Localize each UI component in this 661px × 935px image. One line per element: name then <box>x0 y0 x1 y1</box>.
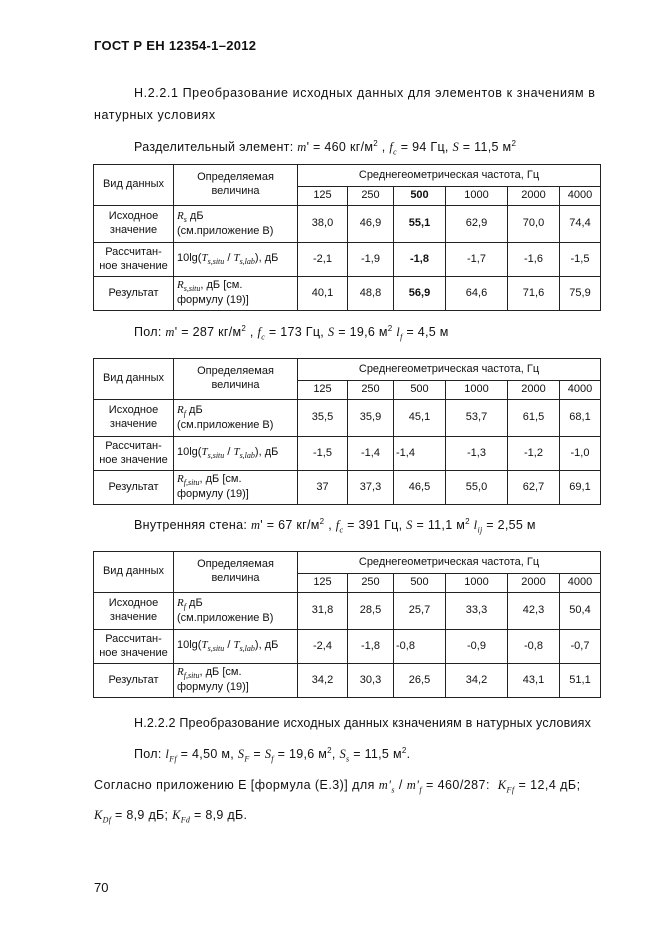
cell-value: 71,6 <box>508 277 560 311</box>
cell-value: 34,2 <box>446 664 508 698</box>
cell-value: 50,4 <box>560 593 601 630</box>
k-values-text: $K_{Df} = 8,9$ дБ; $K_{Fd} = 8,9$ дБ. <box>94 808 248 825</box>
table3-caption: Внутренняя стена: m' = 67 $кг/м^2$ , $f_c = 391$ Гц, S = 11,1 $м^2$ $l_{ij} = 2,55$ м <box>134 517 536 535</box>
cell-value: -1,6 <box>508 243 560 277</box>
cell-value: -1,4 <box>348 437 394 471</box>
table3 <box>93 551 601 698</box>
col-header-quantity: Определяемая величина <box>174 165 298 206</box>
freq-2000: 2000 <box>508 187 560 206</box>
cell-value: 70,0 <box>508 206 560 243</box>
cell-value: 34,2 <box>298 664 348 698</box>
freq-1000: 1000 <box>446 381 508 400</box>
col-header-data-type: Вид данных <box>94 552 174 593</box>
table2-caption: Пол: m' = 287 $кг/м^2$ , $f_c = 173$ Гц, S = 19,6 $м^2$ $l_f = 4,5$ м <box>134 324 449 342</box>
cell-value: 30,3 <box>348 664 394 698</box>
row-label-source: Исходное значение <box>94 400 174 437</box>
quantity-source: $R_s$ дБ (см.приложение В) <box>174 206 298 243</box>
cell-value: 55,0 <box>446 471 508 505</box>
row-label-source: Исходное значение <box>94 206 174 243</box>
floor-params: Пол: $l_{Ff} = 4,50$ м, $S_F = S_f = 19,6$ $м^2$, $S_s = 11,5$ $м^2$. <box>134 746 411 764</box>
cell-value: 55,1 <box>394 206 446 243</box>
cell-value: 31,8 <box>298 593 348 630</box>
cell-value: 61,5 <box>508 400 560 437</box>
cell-value: 37,3 <box>348 471 394 505</box>
row-label-calc: Рассчитан- ное значение <box>94 437 174 471</box>
cell-value: 28,5 <box>348 593 394 630</box>
section-heading-h2-2-1: Н.2.2.1 Преобразование исходных данных для элементов к значениям в <box>134 86 596 100</box>
row-label-result: Результат <box>94 664 174 698</box>
cell-value: 38,0 <box>298 206 348 243</box>
cell-value: 74,4 <box>560 206 601 243</box>
cell-value: 45,1 <box>394 400 446 437</box>
cell-value: 64,6 <box>446 277 508 311</box>
cell-value: -1,0 <box>560 437 601 471</box>
cell-value: -1,4 <box>394 437 446 471</box>
cell-value: 33,3 <box>446 593 508 630</box>
row-label-calc: Рассчитан- ное значение <box>94 630 174 664</box>
quantity-result: $R_{s,situ}$, дБ [см. формулу (19)] <box>174 277 298 311</box>
cell-value: 37 <box>298 471 348 505</box>
col-header-quantity: Определяемая величина <box>174 552 298 593</box>
freq-4000: 4000 <box>560 574 601 593</box>
quantity-result: $R_{f,situ}$, дБ [см. формулу (19)] <box>174 664 298 698</box>
table2 <box>93 358 601 505</box>
quantity-result: $R_{f,situ}$, дБ [см. формулу (19)] <box>174 471 298 505</box>
quantity-source: $R_f$ дБ (см.приложение В) <box>174 400 298 437</box>
table-row <box>94 630 601 664</box>
cell-value: 68,1 <box>560 400 601 437</box>
table-row <box>94 206 601 243</box>
col-header-frequency: Среднегеометрическая частота, Гц <box>298 359 601 381</box>
cell-value: 46,5 <box>394 471 446 505</box>
table-row <box>94 593 601 630</box>
cell-value: -0,8 <box>508 630 560 664</box>
row-label-result: Результат <box>94 277 174 311</box>
cell-value: -1,5 <box>298 437 348 471</box>
col-header-data-type: Вид данных <box>94 165 174 206</box>
cell-value: 75,9 <box>560 277 601 311</box>
table1-caption: Разделительный элемент: m' = 460 $кг/м^2$ , $f_c = 94$ Гц, S = 11,5 $м^2$ <box>134 139 517 157</box>
appendix-e-text: Согласно приложению Е [формула (Е.3)] для $m'_s / m'_f = 460/287$: $K_{Ff} = 12,4$ дБ; <box>94 778 581 795</box>
cell-value: 40,1 <box>298 277 348 311</box>
cell-value: -1,2 <box>508 437 560 471</box>
freq-4000: 4000 <box>560 187 601 206</box>
cell-value: 42,3 <box>508 593 560 630</box>
cell-value: -2,1 <box>298 243 348 277</box>
row-label-source: Исходное значение <box>94 593 174 630</box>
cell-value: 69,1 <box>560 471 601 505</box>
freq-500: 500 <box>394 187 446 206</box>
table-row <box>94 437 601 471</box>
cell-value: -0,9 <box>446 630 508 664</box>
cell-value: -1,5 <box>560 243 601 277</box>
col-header-frequency: Среднегеометрическая частота, Гц <box>298 165 601 187</box>
freq-1000: 1000 <box>446 574 508 593</box>
quantity-source: $R_f$ дБ (см.приложение В) <box>174 593 298 630</box>
freq-1000: 1000 <box>446 187 508 206</box>
cell-value: -0,7 <box>560 630 601 664</box>
freq-4000: 4000 <box>560 381 601 400</box>
col-header-frequency: Среднегеометрическая частота, Гц <box>298 552 601 574</box>
cell-value: -1,7 <box>446 243 508 277</box>
col-header-data-type: Вид данных <box>94 359 174 400</box>
cell-value: -1,3 <box>446 437 508 471</box>
cell-value: 53,7 <box>446 400 508 437</box>
quantity-calc: $10\lg(T_{s,situ} / T_{s,lab})$, дБ <box>174 630 298 664</box>
cell-value: 26,5 <box>394 664 446 698</box>
section-heading-h2-2-2: Н.2.2.2 Преобразование исходных данных кзначениям в натурных условиях <box>134 716 592 730</box>
section-heading-h2-2-1-cont: натурных условиях <box>94 108 216 122</box>
freq-250: 250 <box>348 381 394 400</box>
freq-125: 125 <box>298 574 348 593</box>
freq-125: 125 <box>298 187 348 206</box>
freq-500: 500 <box>394 574 446 593</box>
cell-value: -1,9 <box>348 243 394 277</box>
cell-value: 46,9 <box>348 206 394 243</box>
table1 <box>93 164 601 311</box>
table-row <box>94 471 601 505</box>
cell-value: 25,7 <box>394 593 446 630</box>
cell-value: -1,8 <box>348 630 394 664</box>
freq-500: 500 <box>394 381 446 400</box>
freq-2000: 2000 <box>508 574 560 593</box>
cell-value: 56,9 <box>394 277 446 311</box>
col-header-quantity: Определяемая величина <box>174 359 298 400</box>
cell-value: -1,8 <box>394 243 446 277</box>
cell-value: 62,9 <box>446 206 508 243</box>
table-row <box>94 664 601 698</box>
cell-value: 48,8 <box>348 277 394 311</box>
table-row <box>94 400 601 437</box>
cell-value: 62,7 <box>508 471 560 505</box>
document-header: ГОСТ Р ЕН 12354-1–2012 <box>94 38 257 53</box>
freq-2000: 2000 <box>508 381 560 400</box>
cell-value: 35,5 <box>298 400 348 437</box>
cell-value: -2,4 <box>298 630 348 664</box>
quantity-calc: $10\lg(T_{s,situ} / T_{s,lab})$, дБ <box>174 243 298 277</box>
page-number: 70 <box>94 880 109 895</box>
cell-value: -0,8 <box>394 630 446 664</box>
table-row <box>94 277 601 311</box>
row-label-result: Результат <box>94 471 174 505</box>
freq-250: 250 <box>348 574 394 593</box>
quantity-calc: $10\lg(T_{s,situ} / T_{s,lab})$, дБ <box>174 437 298 471</box>
row-label-calc: Рассчитан- ное значение <box>94 243 174 277</box>
table-row <box>94 243 601 277</box>
cell-value: 35,9 <box>348 400 394 437</box>
freq-125: 125 <box>298 381 348 400</box>
cell-value: 51,1 <box>560 664 601 698</box>
cell-value: 43,1 <box>508 664 560 698</box>
freq-250: 250 <box>348 187 394 206</box>
